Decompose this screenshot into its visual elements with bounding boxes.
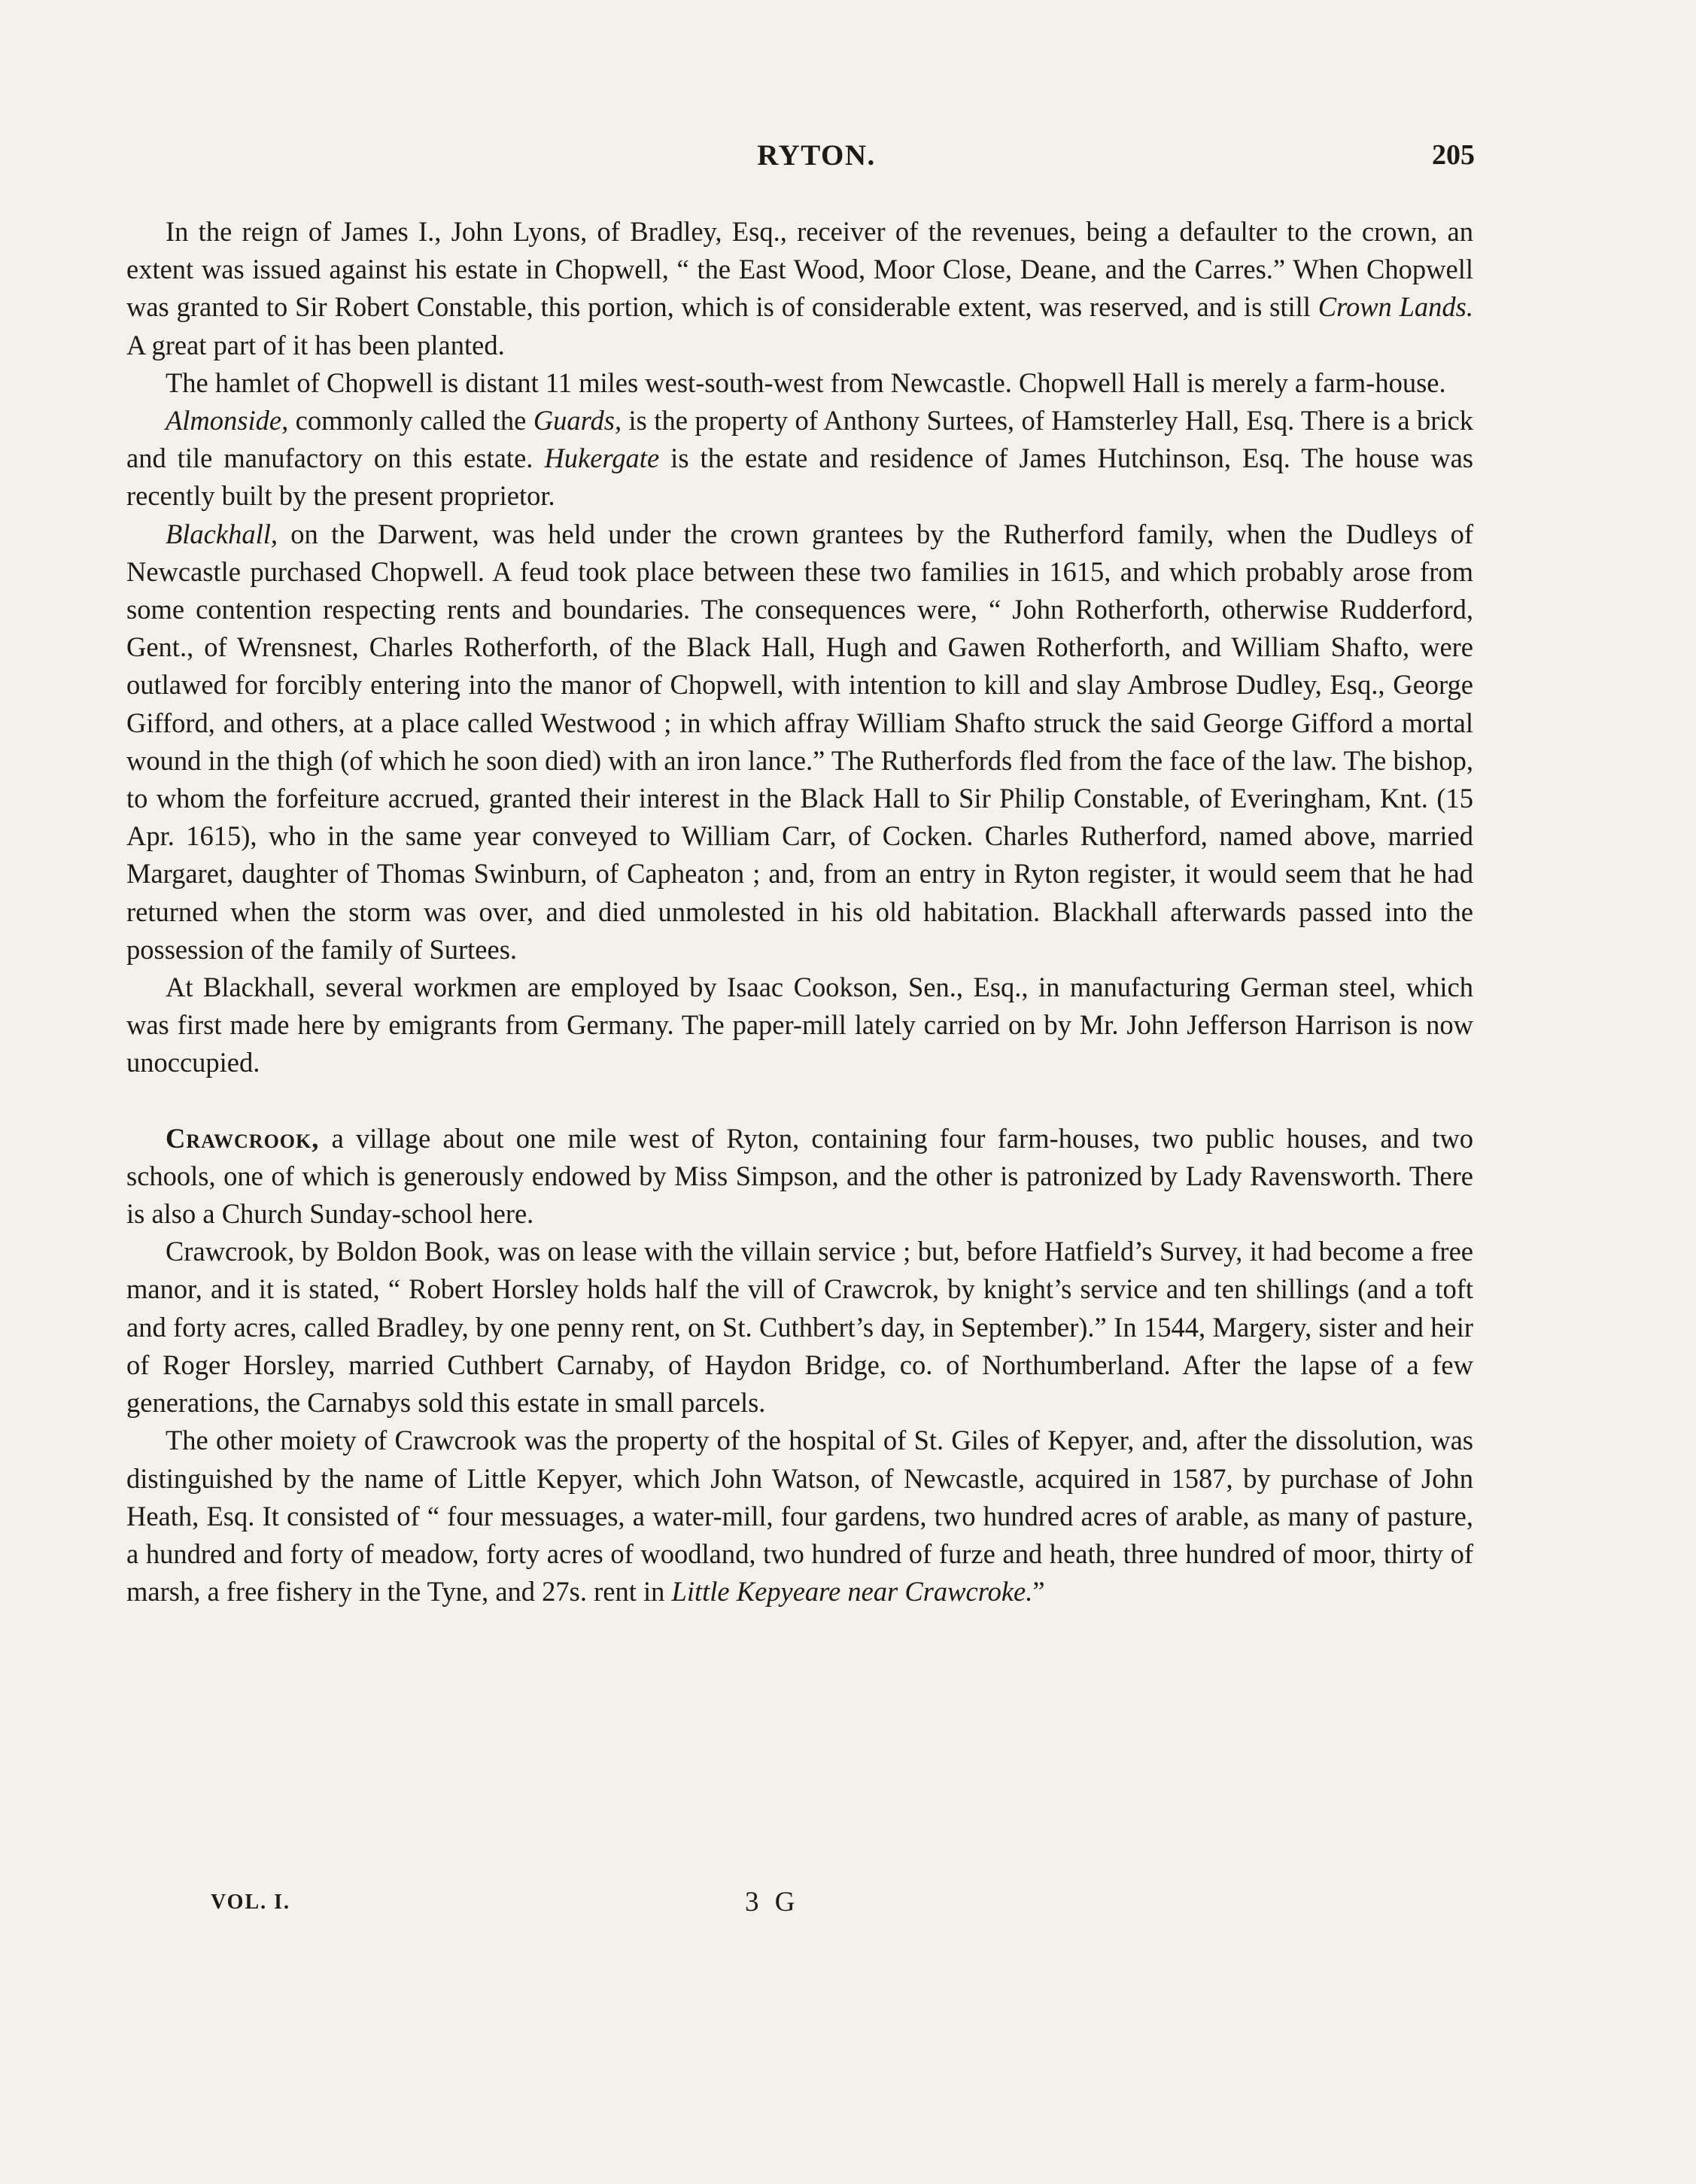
italic-text: Hukergate [544, 443, 660, 474]
signature-mark: 3 G [745, 1887, 800, 1918]
text-run: The other moiety of Crawcrook was the property of the hospital of St. Giles of Kepyer, and, after the dissolution, was distinguished by the name of Little Kepyer, which John Watson, of Newcastle, acquired in 1587, by purchase of John Heath, Esq. It consisted of “ four messuages, a water-mill, four gardens, two hundred acres of arable, as many of pasture, a hundred and forty of meadow, forty acres of woodland, two hundred of furze and heath, three hundred of moor, thirty of marsh, a free fishery in the Tyne, and 27s. rent in [126, 1425, 1473, 1608]
volume-label: VOL. I. [211, 1890, 291, 1914]
running-title: RYTON. [757, 139, 876, 172]
page-number: 205 [1432, 139, 1475, 171]
paragraph [126, 516, 1473, 969]
text-run: A great part of it has been planted. [126, 329, 505, 360]
paragraph [126, 364, 1473, 402]
italic-text: Almonside, [166, 405, 289, 436]
body-text [126, 213, 1473, 1611]
text-run: At Blackhall, several workmen are employed by Isaac Cookson, Sen., Esq., in manufacturing German steel, which was first made here by emigrants from Germany. The paper-mill lately carried on by Mr. John Jefferson Harrison is now unoccupied. [126, 972, 1473, 1078]
text-run: commonly called the [288, 405, 533, 436]
paragraph [126, 969, 1473, 1082]
italic-text: Guards, [533, 405, 622, 436]
text-run: The hamlet of Chopwell is distant 11 miles west-south-west from Newcastle. Chopwell Hall is merely a farm-house. [166, 367, 1446, 398]
text-run: In the reign of James I., John Lyons, of Bradley, Esq., receiver of the revenues, being a defaulter to the crown, an extent was issued against his estate in Chopwell, “ the East Wood, Moor Close, Deane, and the Carres.” When Chopwell was granted to Sir Robert Constable, this portion, which is of considerable extent, was reserved, and is still [126, 216, 1473, 323]
paragraph [126, 1422, 1473, 1611]
page-header [158, 138, 1475, 184]
text-run: Crawcrook, by Boldon Book, was on lease with the villain service ; but, before Hatfield’s Survey, it had become a free manor, and it is stated, “ Robert Horsley holds half the vill of Crawcrok, by knight’s service and ten shillings (and a toft and forty acres, called Bradley, by one penny rent, on St. Cuthbert’s day, in September).” In 1544, Margery, sister and heir of Roger Horsley, married Cuthbert Carnaby, of Haydon Bridge, co. of Northumberland. After the lapse of a few generations, the Carnabys sold this estate in small parcels. [126, 1236, 1473, 1419]
paragraph [126, 213, 1473, 364]
section-heading-word: Crawcrook, [166, 1122, 320, 1154]
text-run: is the estate and residence of James Hutchinson, Esq. The house was recently built by the present proprietor. [126, 443, 1474, 512]
page-footer [211, 1887, 888, 1928]
paragraph [126, 1120, 1473, 1233]
italic-text: Little Kepyeare near Crawcroke. [671, 1576, 1033, 1608]
text-run: is the property of Anthony Surtees, of Hamsterley Hall, Esq. There is a brick and tile manufactory on this estate. [126, 405, 1473, 474]
text-run: on the Darwent, was held under the crown grantees by the Rutherford family, when the Dudleys of Newcastle purchased Chopwell. A feud took place between these two families in 1615, and which probably arose from some contention respecting rents and boundaries. The consequences were, “ John Rotherforth, otherwise Rudderford, Gent., of Wrensnest, Charles Rotherforth, of the Black Hall, Hugh and Gawen Rotherforth, and William Shafto, were outlawed for forcibly entering into the manor of Chopwell, with intention to kill and slay Ambrose Dudley, Esq., George Gifford, and others, at a place called Westwood ; in which affray William Shafto struck the said George Gifford a mortal wound in the thigh (of which he soon died) with an iron lance.” The Rutherfords fled from the face of the law. The bishop, to whom the forfeiture accrued, granted their interest in the Black Hall to Sir Philip Constable, of Everingham, Knt. (15 Apr. 1615), who in the same year conveyed to William Carr, of Cocken. Charles Rutherford, named above, married Margaret, daughter of Thomas Swinburn, of Capheaton ; and, from an entry in Ryton register, it would seem that he had returned when the storm was over, and died unmolested in his old habitation. Blackhall afterwards passed into the possession of the family of Surtees. [126, 518, 1473, 965]
text-run: ” [1032, 1576, 1045, 1608]
paragraph [126, 1233, 1473, 1422]
italic-text: Blackhall, [166, 518, 278, 549]
paragraph [126, 402, 1473, 516]
italic-text: Crown Lands. [1318, 291, 1473, 323]
text-run: a village about one mile west of Ryton, containing four farm-houses, two public houses, and two schools, one of which is generously endowed by Miss Simpson, and the other is patronized by Lady Ravensworth. There is also a Church Sunday-school here. [126, 1122, 1473, 1230]
